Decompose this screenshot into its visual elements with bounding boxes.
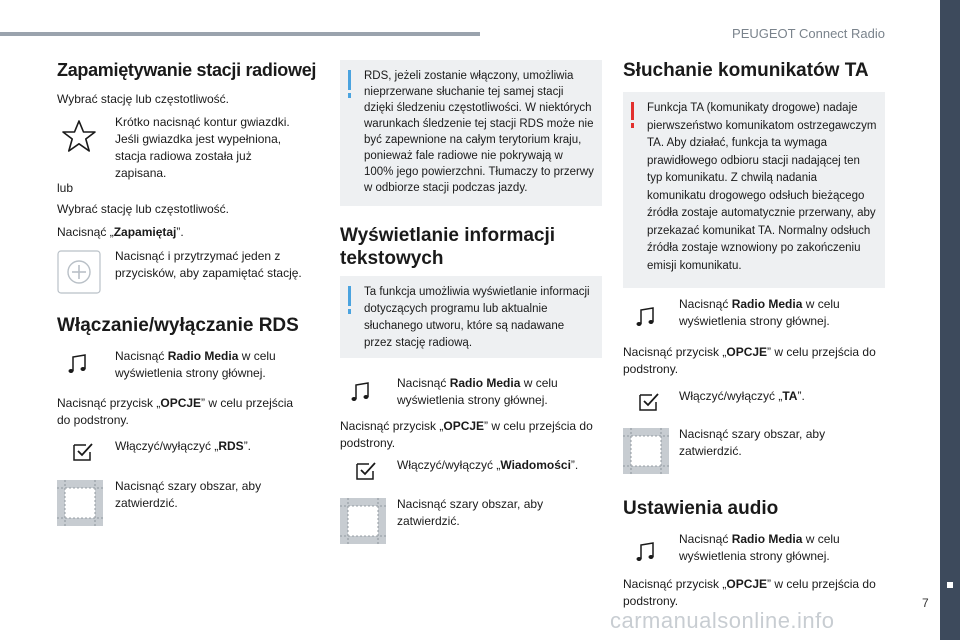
instruction-grey-area: Nacisnąć szary obszar, aby zatwierdzić. <box>397 497 544 528</box>
info-icon <box>348 286 351 306</box>
instruction-options: Nacisnąć przycisk „OPCJE” w celu przejścia do podstrony. <box>340 419 593 450</box>
instruction-radio-media: Nacisnąć Radio Media w celu wyświetlenia strony głównej. <box>397 376 558 407</box>
instruction-radio-media: Nacisnąć Radio Media w celu wyświetlenia strony głównej. <box>679 297 840 328</box>
heading-ta: Słuchanie komunikatów TA <box>623 60 869 81</box>
star-outline-icon <box>60 118 98 156</box>
music-note-icon <box>349 380 373 404</box>
instruction-grey-area: Nacisnąć szary obszar, aby zatwierdzić. <box>115 479 262 510</box>
warning-icon <box>631 102 634 120</box>
plus-square-icon <box>57 250 101 294</box>
music-note-icon <box>634 540 658 564</box>
instruction-options: Nacisnąć przycisk „OPCJE” w celu przejścia do podstrony. <box>57 396 294 427</box>
header-title: PEUGEOT Connect Radio <box>732 26 885 41</box>
info-icon <box>348 70 351 90</box>
instruction-star: Krótko nacisnąć kontur gwiazdki. Jeśli gwiazdka jest wypełniona, stacja radiowa została już zapisana. <box>115 115 290 180</box>
heading-text-info: Wyświetlanie informacji tekstowych <box>340 225 556 269</box>
paragraph: Wybrać stację lub częstotliwość. <box>57 92 229 106</box>
strip-marker <box>947 582 953 588</box>
grey-area-icon <box>623 428 669 474</box>
page-number: 7 <box>922 596 929 610</box>
instruction-radio-media: Nacisnąć Radio Media w celu wyświetlenia strony głównej. <box>679 532 840 563</box>
instruction-hold: Nacisnąć i przytrzymać jeden z przycisków, aby zapamiętać stację. <box>115 249 302 280</box>
side-strip <box>940 0 960 640</box>
checkbox-icon <box>72 442 94 462</box>
instruction-toggle: Włączyć/wyłączyć „TA”. <box>679 389 805 403</box>
watermark: carmanualsonline.info <box>610 608 835 633</box>
warning-icon-dot <box>631 123 634 128</box>
checkbox-icon <box>355 461 377 481</box>
info-icon-dot <box>348 309 351 314</box>
music-note-icon <box>634 305 658 329</box>
info-text: Ta funkcja umożliwia wyświetlanie informacji dotyczących programu lub aktualnie słuchanego utworu, które są nadawane przez stację radiową. <box>364 286 590 349</box>
warning-box-ta <box>623 92 885 288</box>
info-box-text <box>340 276 602 358</box>
info-box-rds <box>340 60 602 206</box>
paragraph-save: Nacisnąć „Zapamiętaj”. <box>57 225 184 239</box>
music-note-icon <box>66 352 90 376</box>
or-text: lub <box>57 181 74 195</box>
grey-area-icon <box>57 480 103 526</box>
instruction-grey-area: Nacisnąć szary obszar, aby zatwierdzić. <box>679 427 826 458</box>
instruction-options: Nacisnąć przycisk „OPCJE” w celu przejścia do podstrony. <box>623 345 876 376</box>
instruction-toggle: Włączyć/wyłączyć „Wiadomości”. <box>397 458 579 472</box>
warning-text: Funkcja TA (komunikaty drogowe) nadaje pierwszeństwo komunikatom ostrzegawczym TA. Aby działać, funkcja ta wymaga prawidłowego odbioru stacji nadającej ten typ komunikatu. Z chwilą nadania komunikatu drogowego odsłuch bieżącego źródła zostaje automatycznie przerwany, aby przekazać komunikat TA. Normalny odsłuch źródła zostaje wznowiony po zakończeniu emisji komunikatu. <box>647 102 877 272</box>
heading-rds: Włączanie/wyłączanie RDS <box>57 315 299 336</box>
heading-audio-settings: Ustawienia audio <box>623 498 779 519</box>
info-icon-dot <box>348 93 351 98</box>
heading-save-station: Zapamiętywanie stacji radiowej <box>57 60 317 80</box>
info-text: RDS, jeżeli zostanie włączony, umożliwia nieprzerwane słuchanie tej samej stacji dzięki śledzeniu częstotliwości. W niektórych warunkach śledzenie tej stacji RDS może nie być zapewnione na całym terytorium kraju, ponieważ fale radiowe nie pokrywają w 100% jego powierzchni. Tłumaczy to przerwy w odbiorze stacji podczas jazdy. <box>364 70 594 194</box>
instruction-options: Nacisnąć przycisk „OPCJE” w celu przejścia do podstrony. <box>623 577 876 608</box>
instruction-toggle: Włączyć/wyłączyć „RDS”. <box>115 439 252 453</box>
instruction-radio-media: Nacisnąć Radio Media w celu wyświetlenia strony głównej. <box>115 349 276 380</box>
checkbox-icon <box>638 392 660 412</box>
paragraph: Wybrać stację lub częstotliwość. <box>57 202 229 216</box>
header-rule <box>0 32 480 36</box>
grey-area-icon <box>340 498 386 544</box>
